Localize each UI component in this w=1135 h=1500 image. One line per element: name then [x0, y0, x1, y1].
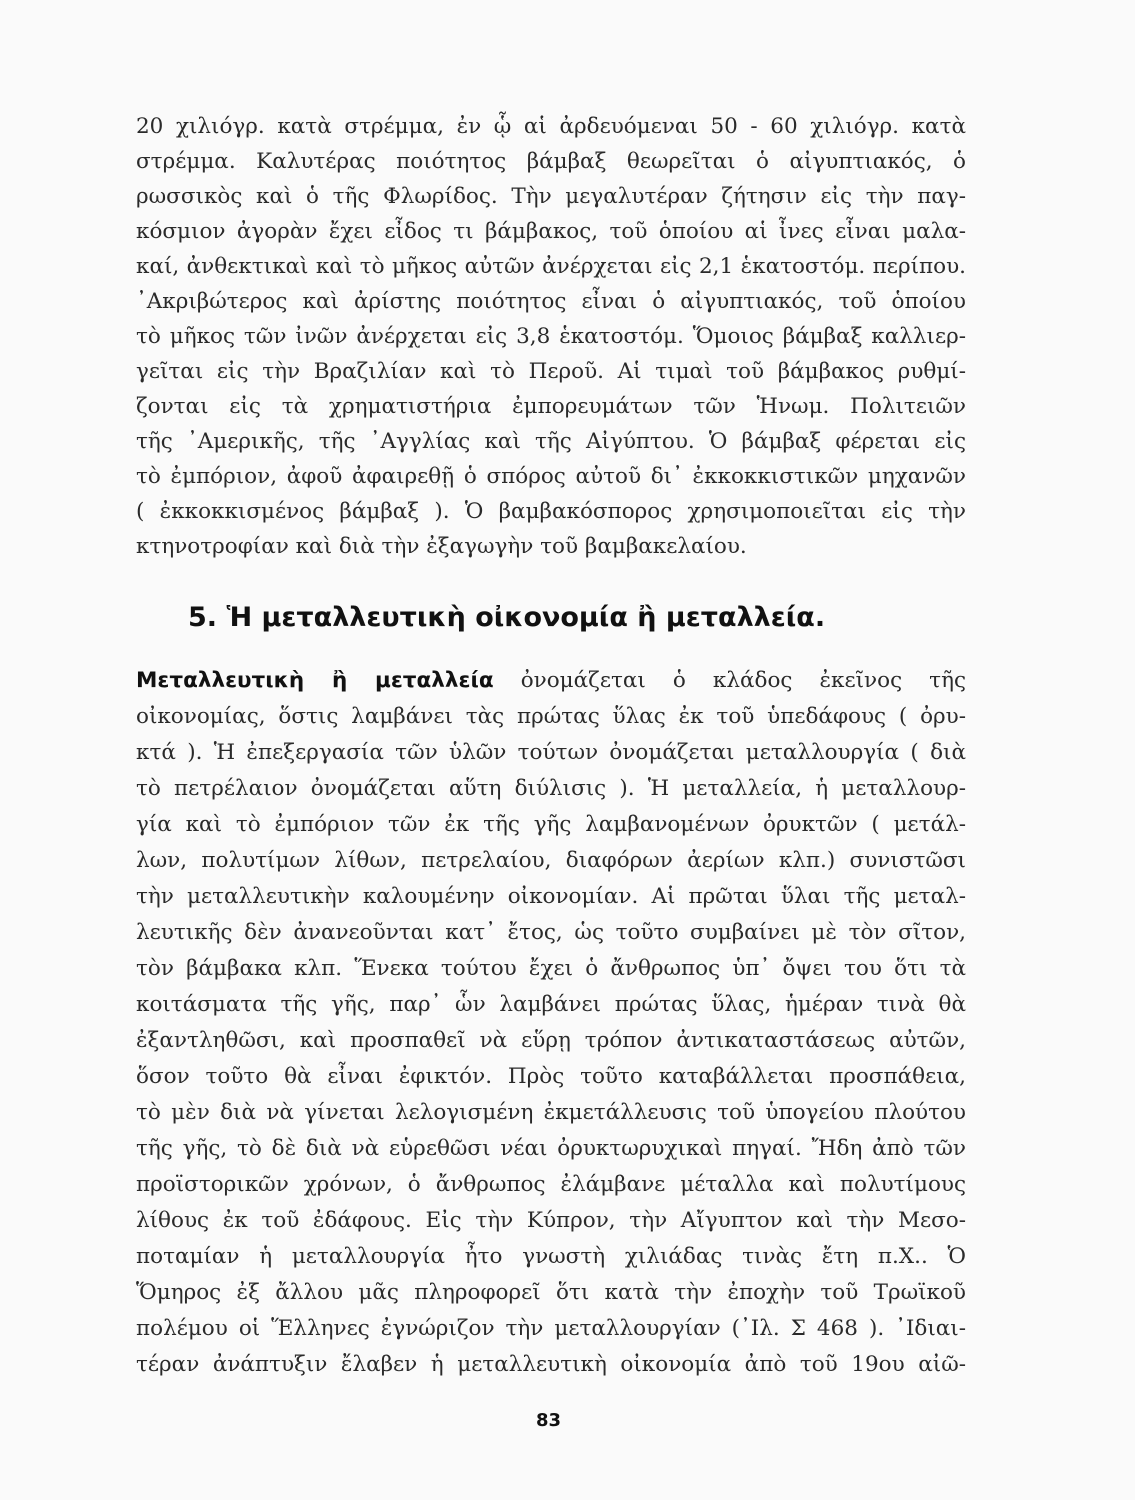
text-line: τῆς ᾿Αμερικῆς, τῆς ᾿Αγγλίας καὶ τῆς Αἰγύπτου. Ὁ βάμβαξ φέρεται εἰς: [136, 429, 966, 454]
page-number: 83: [536, 1410, 562, 1431]
text-line: ᾿Ακριβώτερος καὶ ἀρίστης ποιότητος εἶναι ὁ αἰγυπτιακός, τοῦ ὁποίου: [136, 289, 966, 314]
text-line: τὸν βάμβακα κλπ. Ἕνεκα τούτου ἔχει ὁ ἄνθρωπος ὑπ᾿ ὄψει του ὅτι τὰ: [136, 956, 966, 981]
text-line: λων, πολυτίμων λίθων, πετρελαίου, διαφόρων ἀερίων κλπ.) συνιστῶσι: [136, 848, 966, 873]
text-line: ( ἐκκοκκισμένος βάμβαξ ). Ὁ βαμβακόσπορος χρησιμοποιεῖται εἰς τὴν: [136, 499, 966, 524]
text-line: λίθους ἐκ τοῦ ἐδάφους. Εἰς τὴν Κύπρον, τὴν Αἴγυπτον καὶ τὴν Μεσο-: [136, 1208, 966, 1233]
text-line: τὸ ἐμπόριον, ἀφοῦ ἀφαιρεθῇ ὁ σπόρος αὐτοῦ δι᾿ ἐκκοκκιστικῶν μηχανῶν: [136, 464, 966, 489]
text-line: τέραν ἀνάπτυξιν ἔλαβεν ἡ μεταλλευτικὴ οἰκονομία ἀπὸ τοῦ 19ου αἰῶ-: [136, 1352, 966, 1377]
term-lead: Μεταλλευτικὴ ἢ μεταλλεία: [136, 668, 494, 693]
text-line: οἰκονομίας, ὅστις λαμβάνει τὰς πρώτας ὕλας ἐκ τοῦ ὑπεδάφους ( ὀρυ-: [136, 704, 966, 729]
text-line: ἐξαντληθῶσι, καὶ προσπαθεῖ νὰ εὕρῃ τρόπον ἀντικαταστάσεως αὐτῶν,: [136, 1028, 966, 1053]
text-line: τὴν μεταλλευτικὴν καλουμένην οἰκονομίαν. Αἱ πρῶται ὕλαι τῆς μεταλ-: [136, 884, 966, 909]
text-line: προϊστορικῶν χρόνων, ὁ ἄνθρωπος ἐλάμβανε μέταλλα καὶ πολυτίμους: [136, 1172, 966, 1197]
text-line: 20 χιλιόγρ. κατὰ στρέμμα, ἐν ᾧ αἱ ἀρδευόμεναι 50 - 60 χιλιόγρ. κατὰ: [136, 114, 966, 139]
text-line: Ὅμηρος ἐξ ἄλλου μᾶς πληροφορεῖ ὅτι κατὰ τὴν ἐποχὴν τοῦ Τρωϊκοῦ: [136, 1280, 966, 1305]
text-line: ὅσον τοῦτο θὰ εἶναι ἐφικτόν. Πρὸς τοῦτο καταβάλλεται προσπάθεια,: [136, 1064, 966, 1089]
text-line: τὸ μῆκος τῶν ἰνῶν ἀνέρχεται εἰς 3,8 ἑκατοστόμ. Ὅμοιος βάμβαξ καλλιερ-: [136, 324, 966, 349]
text-line-rest: ὀνομάζεται ὁ κλάδος ἐκεῖνος τῆς: [520, 668, 966, 693]
text-line: τῆς γῆς, τὸ δὲ διὰ νὰ εὑρεθῶσι νέαι ὀρυκτωρυχικαὶ πηγαί. Ἤδη ἀπὸ τῶν: [136, 1136, 966, 1161]
text-line: γεῖται εἰς τὴν Βραζιλίαν καὶ τὸ Περοῦ. Αἱ τιμαὶ τοῦ βάμβακος ρυθμί-: [136, 359, 966, 384]
text-line: στρέμμα. Καλυτέρας ποιότητος βάμβαξ θεωρεῖται ὁ αἰγυπτιακός, ὁ: [136, 149, 966, 174]
text-line: κτηνοτροφίαν καὶ διὰ τὴν ἐξαγωγὴν τοῦ βαμβακελαίου.: [136, 534, 747, 559]
text-line: πολέμου οἱ Ἕλληνες ἐγνώριζον τὴν μεταλλουργίαν (᾿Ιλ. Σ 468 ). ᾿Ιδιαι-: [136, 1316, 966, 1341]
text-line: κοιτάσματα τῆς γῆς, παρ᾿ ὧν λαμβάνει πρώτας ὕλας, ἡμέραν τινὰ θὰ: [136, 992, 966, 1017]
text-line: καί, ἀνθεκτικαὶ καὶ τὸ μῆκος αὐτῶν ἀνέρχεται εἰς 2,1 ἑκατοστόμ. περίπου.: [136, 254, 966, 279]
text-line: ποταμίαν ἡ μεταλλουργία ἦτο γνωστὴ χιλιάδας τινὰς ἔτη π.Χ.. Ὁ: [136, 1244, 966, 1269]
section-heading: 5. Ἡ μεταλλευτικὴ οἰκονομία ἢ μεταλλεία.: [188, 602, 826, 633]
text-line: τὸ μὲν διὰ νὰ γίνεται λελογισμένη ἐκμετάλλευσις τοῦ ὑπογείου πλούτου: [136, 1100, 966, 1125]
text-line: λευτικῆς δὲν ἀνανεοῦνται κατ᾿ ἔτος, ὡς τοῦτο συμβαίνει μὲ τὸν σῖτον,: [136, 920, 966, 945]
text-line: τὸ πετρέλαιον ὀνομάζεται αὕτη διύλισις ). Ἡ μεταλλεία, ἡ μεταλλουρ-: [136, 776, 966, 801]
text-line: κτά ). Ἡ ἐπεξεργασία τῶν ὑλῶν τούτων ὀνομάζεται μεταλλουργία ( διὰ: [136, 740, 966, 765]
text-line: κόσμιον ἀγορὰν ἔχει εἶδος τι βάμβακος, τοῦ ὁποίου αἱ ἶνες εἶναι μαλα-: [136, 219, 966, 244]
text-line: ρωσσικὸς καὶ ὁ τῆς Φλωρίδος. Τὴν μεγαλυτέραν ζήτησιν εἰς τὴν παγ-: [136, 184, 966, 209]
text-line: ζονται εἰς τὰ χρηματιστήρια ἐμπορευμάτων τῶν Ἡνωμ. Πολιτειῶν: [136, 394, 966, 419]
paragraph-first-line: [136, 664, 966, 698]
text-line: γία καὶ τὸ ἐμπόριον τῶν ἐκ τῆς γῆς λαμβανομένων ὀρυκτῶν ( μετάλ-: [136, 812, 966, 837]
